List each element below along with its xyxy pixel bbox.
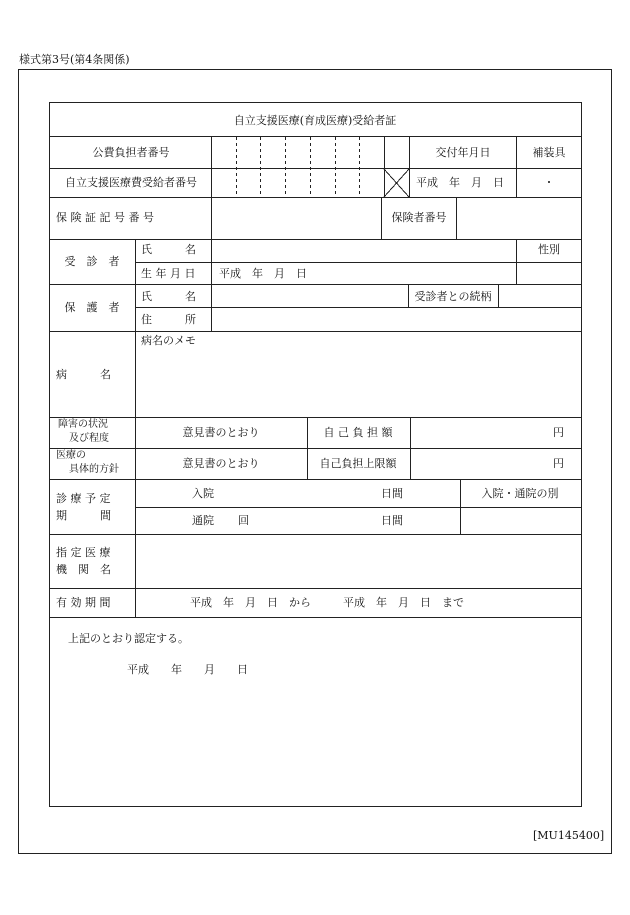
relation-label: 受診者との続柄 [414,290,492,303]
recipient-number-label: 自立支援医療費受給者番号 [65,176,197,189]
form-number: 様式第3号(第4条関係) [19,53,130,66]
validity-label: 有 効 期 間 [56,596,111,609]
copay-label: 自 己 負 担 額 [323,426,393,439]
guardian-name-label: 氏 名 [141,290,196,303]
disability-label-1: 障害の状況 [58,419,108,430]
public-payer-number-label: 公費負担者番号 [92,146,170,159]
outpatient-days: 日間 [381,514,403,527]
guardian-label: 保 護 者 [64,301,120,314]
document-code: [MU145400] [533,829,605,842]
copay-limit-label: 自己負担上限額 [319,457,397,470]
patient-dob-label: 生 年 月 日 [141,267,196,280]
issue-date-value: 平成 年 月 日 [416,176,504,189]
insurance-card-label: 保 険 証 記 号 番 号 [56,211,154,224]
disease-label: 病 名 [56,368,111,381]
treatment-label-1: 医療の [56,450,86,461]
inout-label: 入院・通院の別 [481,487,559,500]
equipment-value: ・ [543,176,555,189]
disease-memo: 病名のメモ [141,334,196,347]
gender-label: 性別 [538,243,560,256]
validity-from: 平成 年 月 日 から [190,596,311,609]
schedule-label-1: 診 療 予 定 [56,492,111,505]
form-title: 自立支援医療(育成医療)受給者証 [233,114,397,127]
certification-date: 平成 年 月 日 [127,663,248,676]
patient-name-label: 氏 名 [141,243,196,256]
copay-unit: 円 [553,426,564,439]
outpatient-label: 通院 [192,514,214,527]
insurer-number-label: 保険者番号 [391,211,447,224]
validity-to: 平成 年 月 日 まで [343,596,464,609]
patient-dob-value: 平成 年 月 日 [219,267,307,280]
equipment-label: 補装具 [532,146,566,159]
treatment-value: 意見書のとおり [182,457,260,470]
institution-label-1: 指 定 医 療 [56,546,111,559]
inpatient-label: 入院 [192,487,214,500]
disability-label-2: 及び程度 [69,433,109,444]
issue-date-label: 交付年月日 [435,146,491,159]
inpatient-days: 日間 [381,487,403,500]
schedule-label-2: 期 間 [56,509,111,522]
certification-text: 上記のとおり認定する。 [68,632,189,645]
outpatient-count: 回 [238,514,249,527]
copay-limit-unit: 円 [553,457,564,470]
disability-value: 意見書のとおり [182,426,260,439]
guardian-address-label: 住 所 [141,313,196,326]
institution-label-2: 機 関 名 [56,563,111,576]
treatment-label-2: 具体的方針 [69,464,119,475]
patient-label: 受 診 者 [64,255,120,268]
